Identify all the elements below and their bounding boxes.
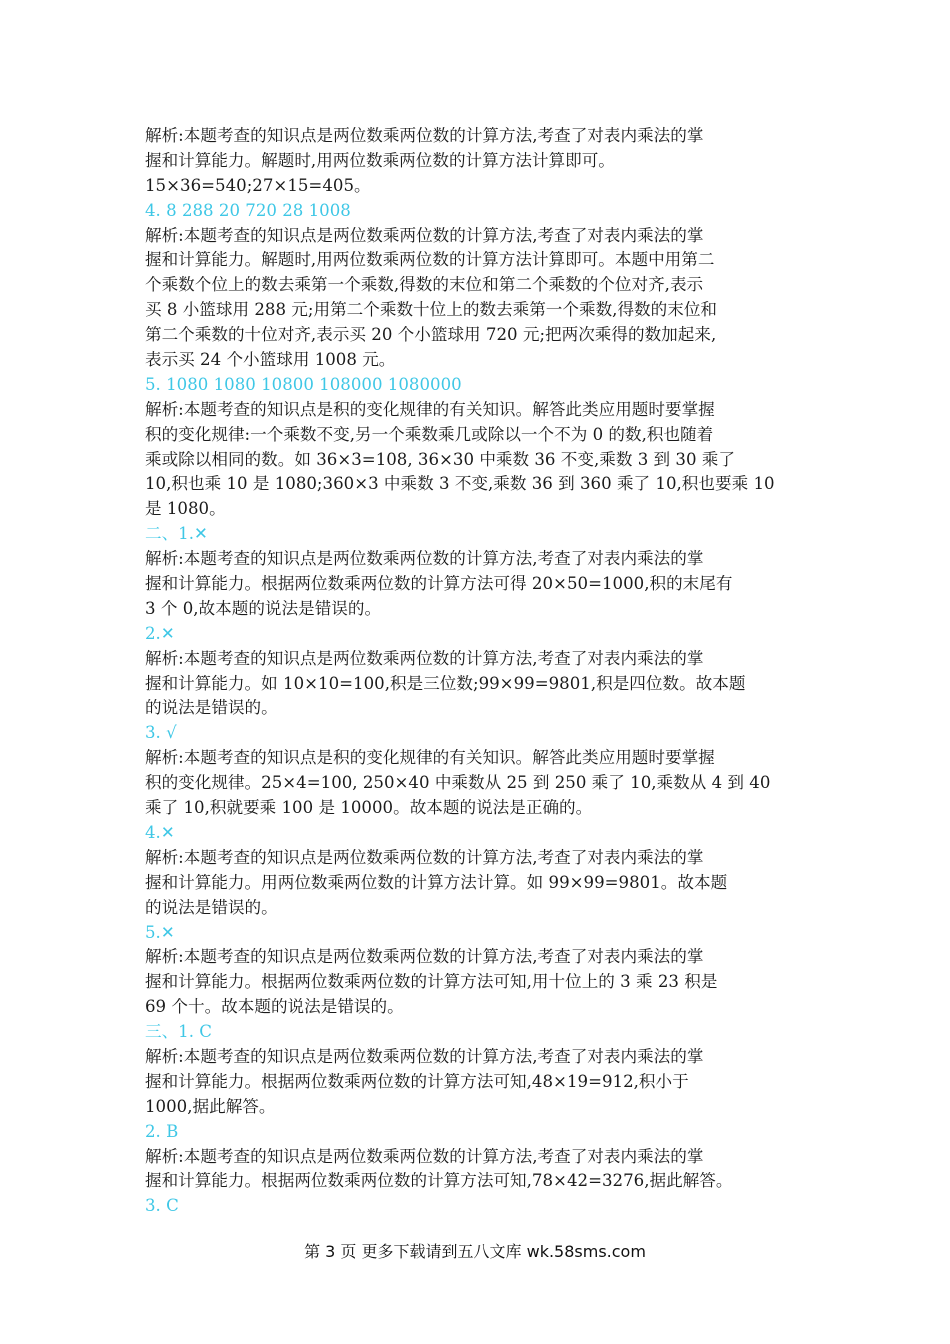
answer-line: 2.✕	[145, 623, 175, 643]
explanation-line: 乘了 10,积就要乘 100 是 10000。故本题的说法是正确的。	[145, 798, 593, 818]
explanation-line: 3 个 0,故本题的说法是错误的。	[145, 598, 382, 618]
explanation-line: 15×36=540;27×15=405。	[145, 175, 371, 195]
explanation-line: 解析:本题考查的知识点是两位数乘两位数的计算方法,考查了对表内乘法的掌	[145, 648, 704, 668]
explanation-line: 握和计算能力。根据两位数乘两位数的计算方法可知,用十位上的 3 乘 23 积是	[145, 972, 718, 992]
answer-line: 二、1.✕	[145, 524, 208, 544]
explanation-line: 解析:本题考查的知识点是两位数乘两位数的计算方法,考查了对表内乘法的掌	[145, 947, 704, 967]
answer-line: 2. B	[145, 1121, 179, 1141]
explanation-line: 乘或除以相同的数。如 36×3=108, 36×30 中乘数 36 不变,乘数 3 到 30 乘了	[145, 449, 735, 469]
explanation-line: 解析:本题考查的知识点是两位数乘两位数的计算方法,考查了对表内乘法的掌	[145, 1146, 704, 1166]
explanation-line: 握和计算能力。根据两位数乘两位数的计算方法可得 20×50=1000,积的末尾有	[145, 574, 733, 594]
explanation-line: 握和计算能力。解题时,用两位数乘两位数的计算方法计算即可。本题中用第二	[145, 250, 715, 270]
explanation-line: 解析:本题考查的知识点是积的变化规律的有关知识。解答此类应用题时要掌握	[145, 399, 715, 419]
explanation-line: 个乘数个位上的数去乘第一个乘数,得数的末位和第二个乘数的个位对齐,表示	[145, 275, 704, 295]
answer-line: 4. 8 288 20 720 28 1008	[145, 200, 351, 220]
explanation-line: 解析:本题考查的知识点是两位数乘两位数的计算方法,考查了对表内乘法的掌	[145, 126, 704, 145]
explanation-line: 解析:本题考查的知识点是两位数乘两位数的计算方法,考查了对表内乘法的掌	[145, 847, 704, 867]
document-body	[145, 124, 810, 1219]
answer-line: 3. C	[145, 1196, 179, 1216]
explanation-line: 解析:本题考查的知识点是两位数乘两位数的计算方法,考查了对表内乘法的掌	[145, 549, 704, 569]
explanation-line: 是 1080。	[145, 499, 226, 519]
answer-line: 4.✕	[145, 822, 175, 842]
explanation-line: 握和计算能力。如 10×10=100,积是三位数;99×99=9801,积是四位数。故本题	[145, 673, 746, 693]
explanation-line: 表示买 24 个小篮球用 1008 元。	[145, 350, 396, 370]
explanation-line: 解析:本题考查的知识点是积的变化规律的有关知识。解答此类应用题时要掌握	[145, 748, 715, 768]
explanation-line: 积的变化规律:一个乘数不变,另一个乘数乘几或除以一个不为 0 的数,积也随着	[145, 424, 714, 444]
explanation-line: 解析:本题考查的知识点是两位数乘两位数的计算方法,考查了对表内乘法的掌	[145, 225, 704, 245]
explanation-line: 买 8 小篮球用 288 元;用第二个乘数十位上的数去乘第一个乘数,得数的末位和	[145, 300, 718, 320]
explanation-line: 10,积也乘 10 是 1080;360×3 中乘数 3 不变,乘数 36 到 360 乘了 10,积也要乘 10	[145, 474, 775, 494]
explanation-line: 解析:本题考查的知识点是两位数乘两位数的计算方法,考查了对表内乘法的掌	[145, 1046, 704, 1066]
explanation-line: 69 个十。故本题的说法是错误的。	[145, 997, 404, 1017]
explanation-line: 握和计算能力。用两位数乘两位数的计算方法计算。如 99×99=9801。故本题	[145, 872, 728, 892]
answer-line: 5.✕	[145, 922, 175, 942]
explanation-line: 积的变化规律。25×4=100, 250×40 中乘数从 25 到 250 乘了 10,乘数从 4 到 40	[145, 773, 771, 793]
answer-line: 三、1. C	[145, 1022, 212, 1042]
explanation-line: 第二个乘数的十位对齐,表示买 20 个小篮球用 720 元;把两次乘得的数加起来,	[145, 325, 717, 345]
explanation-line: 握和计算能力。根据两位数乘两位数的计算方法可知,78×42=3276,据此解答。	[145, 1171, 733, 1191]
answer-line: 5. 1080 1080 10800 108000 1080000	[145, 374, 462, 394]
explanation-line: 的说法是错误的。	[145, 897, 278, 917]
answer-line: 3. √	[145, 723, 177, 743]
page-footer: 第 3 页 更多下载请到五八文库 wk.58sms.com	[304, 1242, 646, 1261]
explanation-line: 握和计算能力。解题时,用两位数乘两位数的计算方法计算即可。	[145, 150, 615, 170]
explanation-line: 握和计算能力。根据两位数乘两位数的计算方法可知,48×19=912,积小于	[145, 1071, 689, 1091]
explanation-line: 1000,据此解答。	[145, 1096, 276, 1116]
explanation-line: 的说法是错误的。	[145, 698, 278, 718]
